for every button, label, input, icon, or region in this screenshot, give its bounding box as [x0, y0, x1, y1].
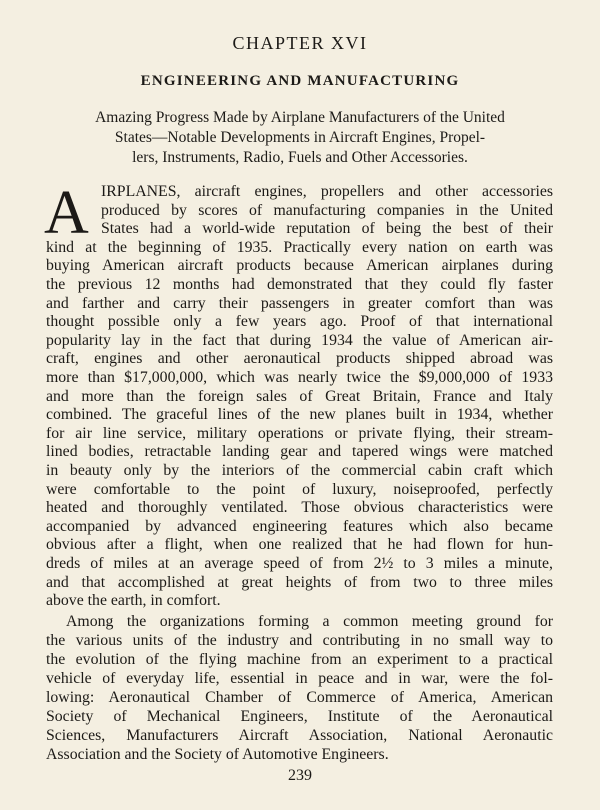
paragraph-line: combined. The graceful lines of the new planes built in 1934, whether [46, 406, 553, 424]
paragraph-line: vehicle of everyday life, essential in peace and in war, were the fol- [46, 670, 553, 687]
paragraph-line: Society of Mechanical Engineers, Institute of the Aeronautical [46, 708, 553, 725]
paragraph-line: the evolution of the flying machine from an experiment to a practical [46, 651, 553, 668]
chapter-title: CHAPTER XVI [232, 33, 368, 53]
paragraph-line: heated and thoroughly ventilated. Those obvious characteristics were [46, 499, 553, 517]
paragraph-line: and more than the foreign sales of Great Britain, France and Italy [46, 387, 553, 405]
paragraph-line: the various units of the industry and contributing in no small way to [46, 632, 553, 649]
paragraph-line: Sciences, Manufacturers Aircraft Association, National Aeronautic [46, 727, 553, 744]
drop-cap: A [44, 179, 89, 247]
paragraph-line: States had a world-wide reputation of being the best of their [101, 220, 553, 238]
paragraph-line: lined bodies, retractable landing gear and tapered wings were matched [46, 443, 553, 461]
summary-line: States—Notable Developments in Aircraft Engines, Propel- [114, 129, 486, 146]
paragraph-line: obvious after a flight, when one realized that he had flown for hun- [46, 536, 553, 554]
paragraph-line: popularity lay in the fact that during 1934 the value of American air- [46, 331, 553, 349]
summary-line: lers, Instruments, Radio, Fuels and Other Accessories. [132, 149, 468, 166]
paragraph-line: craft, engines and other aeronautical products shipped abroad was [46, 350, 553, 368]
paragraph-line: and farther and carry their passengers in greater comfort than was [46, 294, 553, 312]
paragraph-line: dreds of miles at an average speed of from 2½ to 3 miles a minute, [46, 555, 553, 572]
paragraph-line: thought possible only a few years ago. Proof of that international [46, 313, 553, 331]
paragraph-line: and that accomplished at great heights of from two to three miles [46, 573, 553, 591]
paragraph-line: IRPLANES, aircraft engines, propellers and other accessories [101, 183, 553, 200]
paragraph-line: more than $17,000,000, which was nearly twice the $9,000,000 of 1933 [46, 369, 553, 386]
paragraph-line: accompanied by advanced engineering features which also became [46, 517, 553, 535]
page-number: 239 [288, 767, 312, 784]
paragraph-line: produced by scores of manufacturing companies in the United [101, 201, 553, 219]
paragraph-line: above the earth, in comfort. [46, 592, 221, 610]
summary-line: Amazing Progress Made by Airplane Manufacturers of the United [95, 109, 505, 126]
paragraph-line: were comfortable to the point of luxury, noiseproofed, perfectly [46, 480, 553, 498]
paragraph-line: buying American aircraft products because American airplanes during [46, 257, 553, 275]
chapter-summary [40, 108, 560, 168]
paragraph-line: kind at the beginning of 1935. Practically every nation on earth was [46, 238, 553, 256]
paragraph-line: for air line service, military operations or private flying, their stream- [46, 424, 553, 442]
paragraph-line: Association and the Society of Automotive Engineers. [46, 746, 389, 763]
paragraph-line: lowing: Aeronautical Chamber of Commerce of America, American [46, 689, 553, 706]
paragraph-line: Among the organizations forming a common meeting ground for [66, 613, 553, 630]
paragraph-line: the previous 12 months had demonstrated that they could fly faster [46, 276, 553, 293]
section-heading: ENGINEERING AND MANUFACTURING [140, 73, 460, 89]
paragraph-line: in beauty only by the interiors of the commercial cabin craft which [46, 462, 553, 479]
